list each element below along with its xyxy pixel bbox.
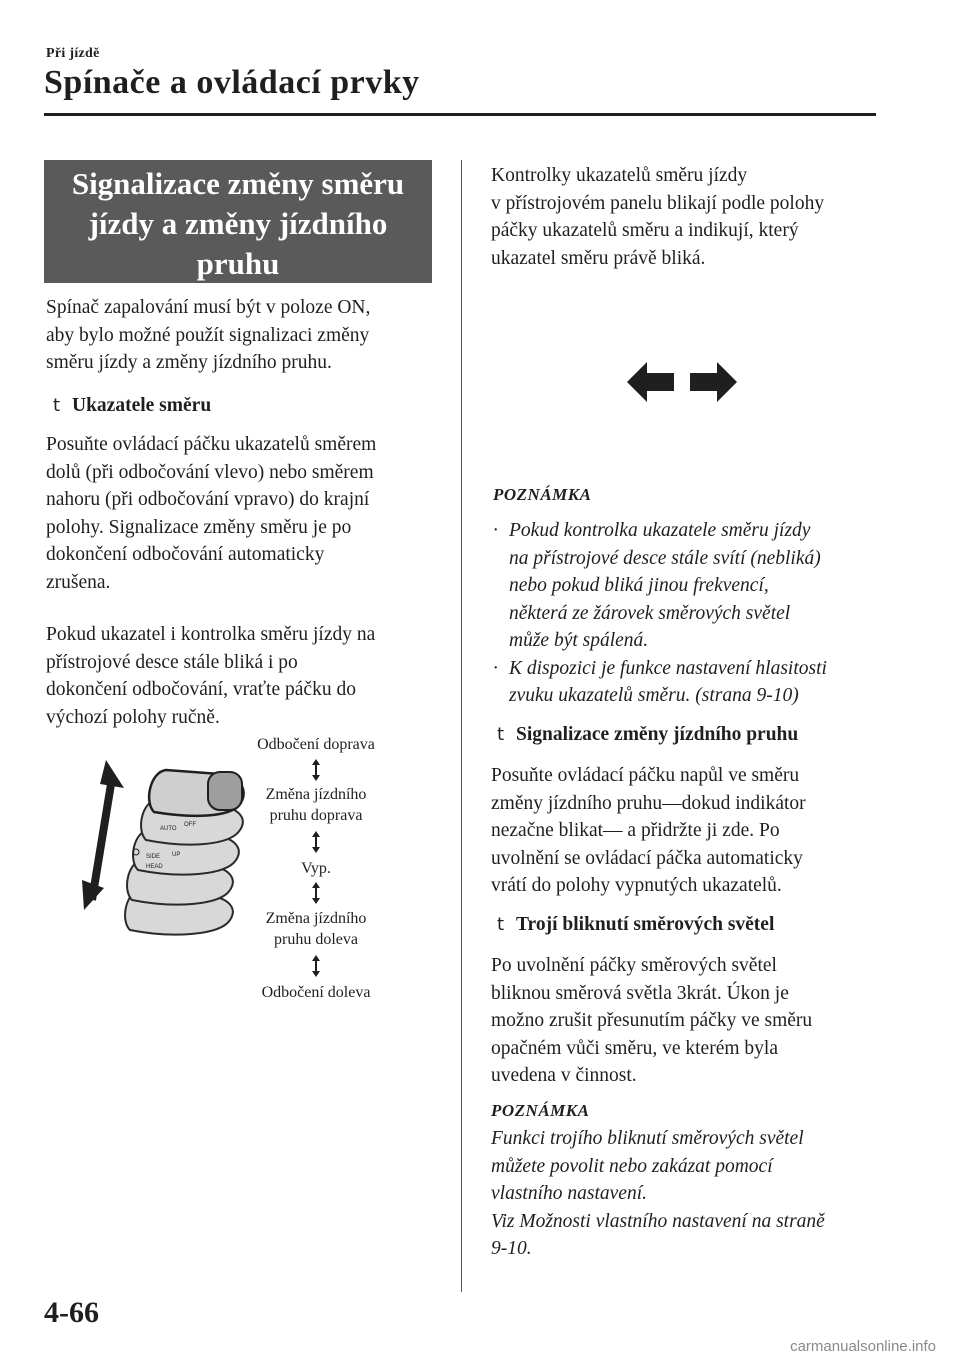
note-heading: POZNÁMKA [493,485,592,504]
text-line: Změna jízdního [265,910,367,927]
updown-arrow-icon [309,955,323,977]
text-line: vrátí do polohy vypnutých ukazatelů. [491,875,782,896]
text-line: Funkci trojího bliknutí směrových světel [491,1128,804,1149]
section-title-line: Signalizace změny směru [71,166,405,201]
heading-text: Ukazatele směru [72,395,212,416]
turn-signals-paragraph-2 [46,621,442,731]
section-marker-icon: t [497,724,505,745]
text-line: Po uvolnění páčky směrových světel [491,955,777,976]
text-line: pruhu doleva [274,931,358,948]
left-arrow-icon [627,362,674,402]
text-line: můžete povolit nebo zakázat pomocí [491,1155,773,1177]
text-line: páčky ukazatelů směru a indikují, který [491,220,799,241]
text-line: možno zrušit přesunutím páčky ve směru [491,1010,813,1031]
turn-signal-stalk-illustration [80,760,260,950]
text-line: může být spálená. [509,630,649,651]
page-number: 4-66 [44,1296,99,1329]
intro-paragraph [46,294,442,377]
text-line: dokončení odbočování, vraťte páčku do [46,679,356,700]
text-line: Posuňte ovládací páčku napůl ve směru [491,765,800,786]
updown-arrow-icon [309,759,323,781]
text-line: Viz Možnosti vlastního nastavení na straně [491,1210,825,1232]
text-line: směru jízdy a změny jízdního pruhu. [46,352,332,373]
triple-flash-heading [497,911,775,938]
stalk-mark: AUTO [160,826,177,832]
label-left-turn: Odbočení doleva [261,984,371,1001]
text-line: zvuku ukazatelů směru. (strana 9-10) [509,685,799,706]
watermark: carmanualsonline.info [790,1338,936,1355]
text-line: přístrojové desce stále bliká i po [46,651,298,673]
text-line: na přístrojové desce stále svítí (nebliká) [509,547,821,569]
turn-signals-heading [53,392,212,419]
text-line: výchozí polohy ručně. [46,706,220,728]
lane-change-paragraph [491,762,891,900]
indicator-paragraph [491,162,891,272]
text-line: vlastního nastavení. [491,1183,647,1204]
text-line: opačném vůči směru, ve kterém byla [491,1037,778,1059]
stalk-mark: UP [172,852,181,858]
section-title-box [44,160,432,283]
text-line: nebo pokud bliká jinou frekvencí, [509,575,769,596]
double-arrow-icon [82,760,124,910]
text-line: uvedena v činnost. [491,1065,637,1086]
stalk-mark: SIDE [146,854,161,860]
heading-text: Signalizace změny jízdního pruhu [516,724,799,745]
note-1 [493,517,893,710]
stalk-mark: OFF [184,822,196,828]
section-title-line: pruhu [196,246,280,281]
label-lane-right [236,784,396,826]
turn-indicator-arrows [627,362,737,402]
updown-arrow-icon [309,882,323,904]
note-2 [491,1125,891,1263]
text-line: Posuňte ovládací páčku ukazatelů směrem [46,434,377,455]
header-rule [44,113,876,116]
label-right-turn: Odbočení doprava [257,736,375,753]
section-title-line: jízdy a změny jízdního [88,206,388,241]
note-bullet [493,655,893,710]
turn-signals-paragraph-1 [46,431,442,596]
text-line: dokončení odbočování automaticky [46,544,325,565]
text-line: pruhu doprava [269,807,363,824]
section-marker-icon: t [53,395,61,416]
text-line: změny jízdního pruhu—dokud indikátor [491,792,806,814]
page-title: Spínače a ovládací prvky [44,64,420,101]
text-line: · K dispozici je funkce nastavení hlasitosti [509,657,827,679]
text-line: · Pokud kontrolka ukazatele směru jízdy [509,520,811,541]
text-line: bliknou směrová světla 3krát. Úkon je [491,982,789,1004]
note-heading: POZNÁMKA [491,1101,590,1120]
triple-flash-paragraph [491,952,891,1090]
chapter-label: Při jízdě [46,46,100,61]
text-line: 9-10. [491,1238,532,1259]
label-off: Vyp. [301,860,331,877]
text-line: Pokud ukazatel i kontrolka směru jízdy na [46,624,376,645]
text-line: v přístrojovém panelu blikají podle polohy [491,192,825,214]
text-line: Spínač zapalování musí být v poloze ON, [46,297,371,318]
text-line: polohy. Signalizace změny směru je po [46,516,352,538]
heading-text: Trojí bliknutí směrových světel [516,914,775,935]
text-line: dolů (při odbočování vlevo) nebo směrem [46,461,374,483]
text-line: nezačne blikat— a přidržte ji zde. Po [491,820,780,841]
stalk-mark: HEAD [146,864,163,870]
right-arrow-icon [690,362,737,402]
text-line: ukazatel směru právě bliká. [491,247,706,269]
note-bullet [493,517,893,655]
lane-change-heading [497,721,799,748]
column-divider [461,160,462,1292]
text-line: Změna jízdního [265,786,367,803]
text-line: nahoru (při odbočování vpravo) do krajní [46,489,370,510]
updown-arrow-icon [309,831,323,853]
label-lane-left [236,908,396,950]
section-marker-icon: t [497,914,505,935]
text-line: zrušena. [46,571,111,593]
text-line: některá ze žárovek směrových světel [509,602,791,624]
text-line: Kontrolky ukazatelů směru jízdy [491,165,748,186]
text-line: aby bylo možné použít signalizaci změny [46,324,370,346]
text-line: uvolnění se ovládací páčka automaticky [491,847,803,869]
